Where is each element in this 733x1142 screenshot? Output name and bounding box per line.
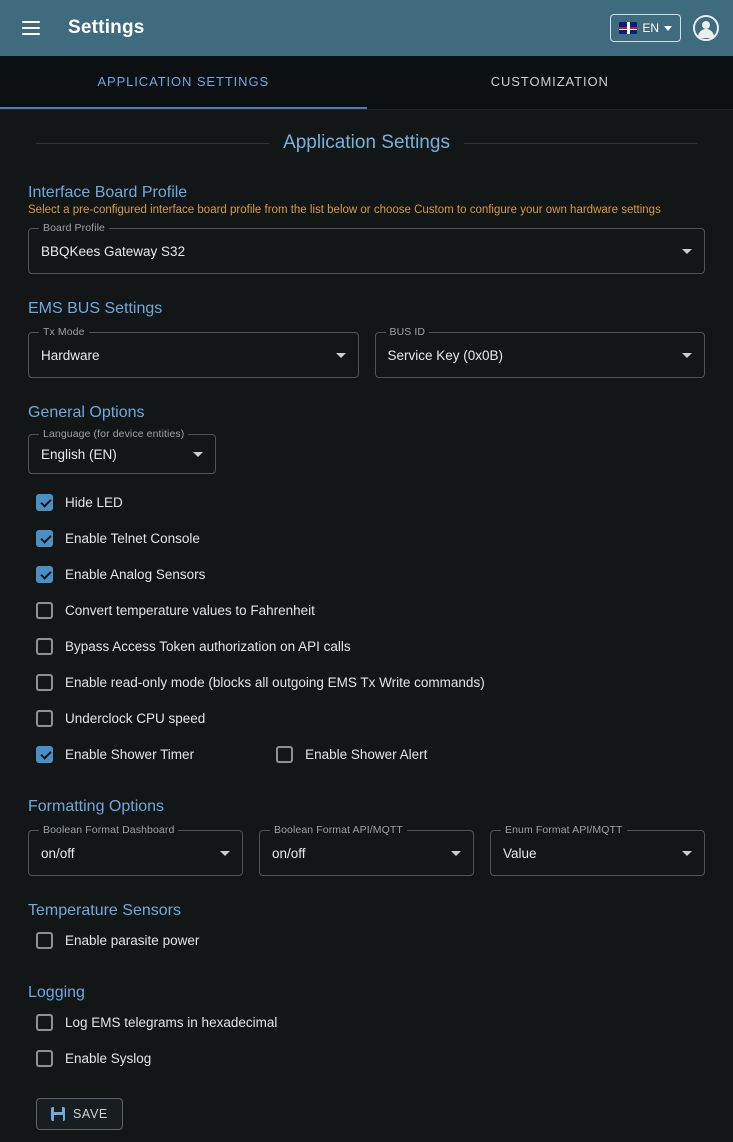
checkbox-hide-led-label: Hide LED	[65, 494, 123, 510]
chevron-down-icon	[682, 851, 692, 856]
checkbox-row-underclock-cpu[interactable]	[36, 700, 705, 736]
section-temperature-sensors-title: Temperature Sensors	[28, 902, 181, 919]
section-general-options-title: General Options	[28, 404, 145, 421]
checkbox-enable-analog-sensors-label: Enable Analog Sensors	[65, 566, 206, 582]
checkbox-read-only-mode[interactable]	[36, 674, 53, 691]
language-legend: Language (for device entities)	[39, 428, 188, 440]
checkbox-read-only-mode-label: Enable read-only mode (blocks all outgoing EMS Tx Write commands)	[65, 674, 485, 690]
checkbox-row-shower	[36, 736, 705, 772]
general-options-checkbox-list	[28, 484, 705, 772]
checkbox-enable-shower-alert[interactable]	[276, 746, 293, 763]
section-interface-board-profile-title: Interface Board Profile	[28, 184, 188, 201]
board-profile-legend: Board Profile	[39, 222, 109, 234]
checkbox-hide-led[interactable]	[36, 494, 53, 511]
account-circle-icon[interactable]	[693, 15, 719, 41]
save-button-label: SAVE	[73, 1107, 108, 1121]
page-title: Application Settings	[283, 132, 450, 153]
checkbox-parasite-power[interactable]	[36, 932, 53, 949]
checkbox-row-hide-led[interactable]	[36, 484, 705, 520]
section-interface-board-profile-description: Select a pre-configured interface board profile from the list below or choose Custom to configure your own hardware settings	[28, 204, 661, 216]
uk-flag-icon	[619, 22, 637, 34]
checkbox-bypass-access-token-label: Bypass Access Token authorization on API calls	[65, 638, 351, 654]
boolean-format-dashboard-legend: Boolean Format Dashboard	[39, 824, 178, 836]
app-bar-right	[610, 14, 719, 42]
divider-left	[36, 143, 269, 144]
chevron-down-icon	[220, 851, 230, 856]
checkbox-row-log-ems-telegrams[interactable]	[36, 1004, 705, 1040]
enum-format-api-mqtt-select[interactable]	[490, 824, 705, 876]
checkbox-log-ems-telegrams-label: Log EMS telegrams in hexadecimal	[65, 1014, 278, 1030]
checkbox-convert-fahrenheit-label: Convert temperature values to Fahrenheit	[65, 602, 315, 618]
boolean-format-api-mqtt-select[interactable]	[259, 824, 474, 876]
checkbox-log-ems-telegrams[interactable]	[36, 1014, 53, 1031]
chevron-down-icon	[682, 249, 692, 254]
checkbox-row-convert-fahrenheit[interactable]	[36, 592, 705, 628]
enum-format-api-mqtt-legend: Enum Format API/MQTT	[501, 824, 627, 836]
checkbox-enable-telnet-console-label: Enable Telnet Console	[65, 530, 200, 546]
section-logging-title: Logging	[28, 984, 85, 1001]
bus-id-value: Service Key (0x0B)	[387, 347, 504, 363]
divider-right	[464, 143, 697, 144]
language-value: English (EN)	[41, 446, 117, 462]
tx-mode-value: Hardware	[41, 347, 100, 363]
app-title: Settings	[68, 17, 145, 38]
app-bar	[0, 0, 733, 56]
hamburger-menu-icon[interactable]	[14, 11, 48, 45]
checkbox-underclock-cpu-label: Underclock CPU speed	[65, 710, 206, 726]
checkbox-enable-shower-timer[interactable]	[36, 746, 53, 763]
boolean-format-dashboard-select[interactable]	[28, 824, 243, 876]
language-selector[interactable]	[610, 14, 681, 42]
enum-format-api-mqtt-value: Value	[503, 845, 537, 861]
section-formatting-options-title: Formatting Options	[28, 798, 165, 815]
checkbox-enable-telnet-console[interactable]	[36, 530, 53, 547]
tx-mode-select[interactable]	[28, 326, 359, 378]
page-title-row	[28, 110, 705, 158]
checkbox-enable-syslog-label: Enable Syslog	[65, 1050, 152, 1066]
checkbox-row-enable-telnet-console[interactable]	[36, 520, 705, 556]
checkbox-underclock-cpu[interactable]	[36, 710, 53, 727]
floppy-save-icon	[51, 1107, 65, 1121]
board-profile-select[interactable]	[28, 222, 705, 274]
chevron-down-icon	[193, 452, 203, 457]
chevron-down-icon	[682, 353, 692, 358]
checkbox-parasite-power-label: Enable parasite power	[65, 932, 200, 948]
checkbox-bypass-access-token[interactable]	[36, 638, 53, 655]
boolean-format-dashboard-value: on/off	[41, 845, 75, 861]
tab-customization-label: CUSTOMIZATION	[490, 74, 609, 89]
checkbox-convert-fahrenheit[interactable]	[36, 602, 53, 619]
boolean-format-api-mqtt-legend: Boolean Format API/MQTT	[270, 824, 407, 836]
chevron-down-icon	[451, 851, 461, 856]
checkbox-enable-shower-alert-label: Enable Shower Alert	[305, 746, 428, 762]
checkbox-row-enable-analog-sensors[interactable]	[36, 556, 705, 592]
tab-bar	[0, 56, 733, 110]
checkbox-enable-syslog[interactable]	[36, 1050, 53, 1067]
checkbox-row-enable-syslog[interactable]	[36, 1040, 705, 1076]
checkbox-row-bypass-access-token[interactable]	[36, 628, 705, 664]
chevron-down-icon	[336, 353, 346, 358]
ems-bus-row	[28, 320, 705, 378]
formatting-options-row	[28, 818, 705, 876]
language-select[interactable]	[28, 428, 216, 474]
bus-id-legend: BUS ID	[386, 326, 430, 338]
save-button[interactable]	[36, 1098, 123, 1130]
checkbox-enable-shower-timer-label: Enable Shower Timer	[65, 746, 195, 762]
settings-page	[0, 110, 733, 1142]
chevron-down-icon	[664, 26, 672, 31]
tx-mode-legend: Tx Mode	[39, 326, 89, 338]
boolean-format-api-mqtt-value: on/off	[272, 845, 306, 861]
tab-application-settings-label: APPLICATION SETTINGS	[97, 74, 270, 89]
bus-id-select[interactable]	[375, 326, 706, 378]
language-code: EN	[642, 21, 659, 35]
tab-application-settings[interactable]	[0, 56, 367, 109]
checkbox-enable-analog-sensors[interactable]	[36, 566, 53, 583]
checkbox-row-read-only-mode[interactable]	[36, 664, 705, 700]
section-ems-bus-settings-title: EMS BUS Settings	[28, 300, 163, 317]
tab-customization[interactable]	[367, 56, 733, 109]
checkbox-row-parasite-power[interactable]	[36, 922, 705, 958]
board-profile-value: BBQKees Gateway S32	[41, 243, 186, 259]
